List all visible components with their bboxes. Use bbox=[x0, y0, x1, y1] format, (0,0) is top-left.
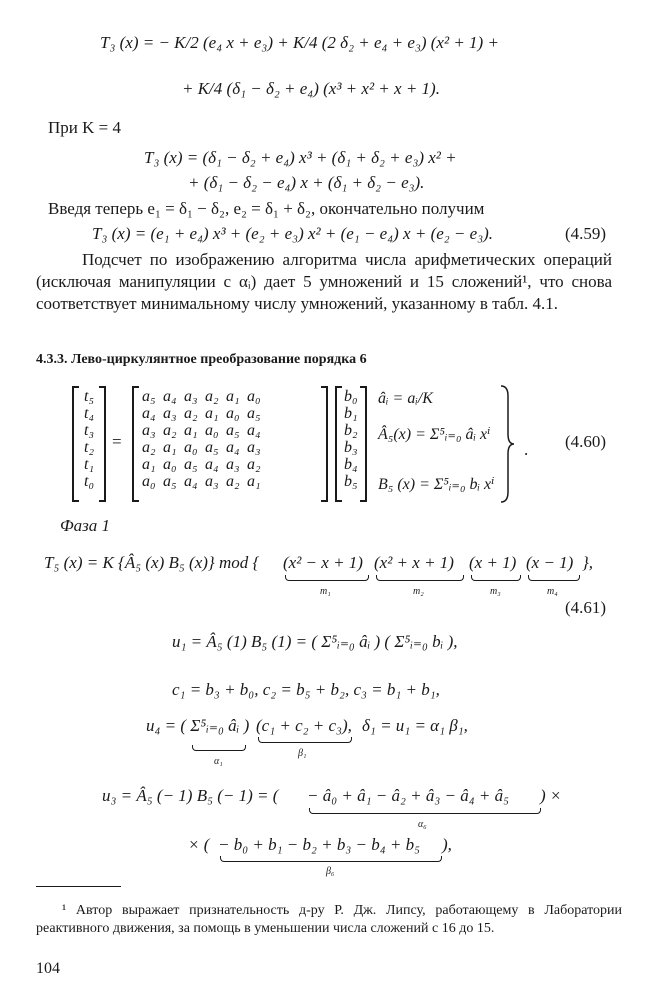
a-matrix-row bbox=[142, 405, 268, 422]
label-m4: m₄ bbox=[547, 586, 558, 597]
eq-u3-cont-rhs: ), bbox=[442, 835, 452, 854]
def-b5: B₅ (x) = Σ⁵ᵢ₌₀ bᵢ xⁱ bbox=[378, 476, 495, 493]
a-matrix-cell: a₁ bbox=[247, 473, 261, 490]
label-beta6: β₆ bbox=[326, 866, 335, 877]
a-matrix-cell: a₃ bbox=[142, 422, 156, 439]
t-vector-entry: t₂ bbox=[84, 439, 95, 456]
period-dot: . bbox=[524, 440, 529, 459]
b-vector-entry: b₀ bbox=[344, 388, 358, 405]
eq-t5-lhs: T₅ (x) = K {Â₅ (x) B₅ (x)} mod { bbox=[44, 553, 260, 572]
b-vector-entry: b₃ bbox=[344, 439, 358, 456]
eq-u4-rhs: δ₁ = u₁ = α₁ β₁, bbox=[362, 716, 468, 735]
eq-t3-k4-line2: + (δ₁ − δ₂ − e₄) x + (δ₁ + δ₂ − e₃). bbox=[188, 173, 425, 192]
a-matrix-cell: a₃ bbox=[205, 473, 219, 490]
eq-t3-line2: + K/4 (δ₁ − δ₂ + e₄) (x³ + x² + x + 1). bbox=[182, 79, 440, 98]
a-matrix-cell: a₅ bbox=[226, 422, 240, 439]
section-heading: 4.3.3. Лево-циркулянтное преобразование порядка 6 bbox=[36, 352, 367, 367]
vvedya-text: Введя теперь e₁ = δ₁ − δ₂, e₂ = δ₁ + δ₂, окончательно получим bbox=[48, 199, 485, 218]
phase-label: Фаза 1 bbox=[60, 516, 111, 535]
b-vector-entry: b₂ bbox=[344, 422, 358, 439]
eq-u4-lhs: u₄ = ( Σ⁵ᵢ₌₀ âᵢ ) bbox=[146, 716, 250, 735]
underbrace-beta6 bbox=[220, 856, 442, 862]
page-number: 104 bbox=[36, 960, 60, 977]
a-matrix-row bbox=[142, 456, 268, 473]
a-matrix-cell: a₁ bbox=[205, 405, 219, 422]
b-vector-entry: b₅ bbox=[344, 473, 358, 490]
a-matrix-cell: a₁ bbox=[142, 456, 156, 473]
underbrace-alpha6 bbox=[309, 808, 541, 814]
a-matrix-cell: a₂ bbox=[163, 422, 177, 439]
a-matrix-cell: a₂ bbox=[247, 456, 261, 473]
t-vector-left-bracket bbox=[72, 386, 79, 502]
pri-k-text: При K = 4 bbox=[48, 118, 121, 137]
eq-u3-lhs: u₃ = Â₅ (− 1) B₅ (− 1) = ( bbox=[102, 786, 279, 805]
label-alpha1: α₁ bbox=[214, 756, 223, 767]
a-matrix-cell: a₅ bbox=[184, 456, 198, 473]
t-vector bbox=[84, 388, 94, 490]
a-matrix-cell: a₀ bbox=[205, 422, 219, 439]
a-matrix-cell: a₅ bbox=[205, 439, 219, 456]
a-matrix-cell: a₃ bbox=[163, 405, 177, 422]
def-a-hat: âᵢ = aᵢ/K bbox=[378, 390, 433, 407]
label-beta1: β₁ bbox=[298, 748, 307, 759]
a-matrix-cell: a₅ bbox=[142, 388, 156, 405]
a-matrix-cell: a₀ bbox=[142, 473, 156, 490]
eq-number-459: (4.59) bbox=[565, 224, 607, 243]
a-matrix-row bbox=[142, 473, 268, 490]
label-alpha6: α₆ bbox=[418, 819, 427, 830]
underbrace-m1 bbox=[285, 575, 369, 581]
a-matrix-cell: a₀ bbox=[247, 388, 261, 405]
right-curly-brace bbox=[498, 384, 516, 504]
eq-u3-cont-lhs: × ( bbox=[188, 835, 210, 854]
a-matrix-right-bracket bbox=[321, 386, 328, 502]
a-matrix-cell: a₂ bbox=[142, 439, 156, 456]
b-vector bbox=[344, 388, 358, 490]
footnote: ¹ Автор выражает признательность д-ру Р. Дж. Липсу, работающему в Лаборатории реактивного движения, за помощь в уменьшении числа сложений с 16 до 15. bbox=[36, 903, 622, 936]
eq-u4-mid: (c₁ + c₂ + c₃), bbox=[256, 716, 352, 735]
t-vector-entry: t₅ bbox=[84, 388, 95, 405]
a-matrix-cell: a₃ bbox=[226, 456, 240, 473]
a-matrix-cell: a₂ bbox=[184, 405, 198, 422]
b-vector-right-bracket bbox=[360, 386, 367, 502]
a-matrix-cell: a₅ bbox=[247, 405, 261, 422]
a-matrix-cell: a₄ bbox=[163, 388, 177, 405]
eq-t5-m2: (x² + x + 1) bbox=[374, 553, 454, 572]
a-matrix-cell: a₃ bbox=[184, 388, 198, 405]
a-matrix-left-bracket bbox=[132, 386, 139, 502]
underbrace-beta1 bbox=[258, 737, 352, 743]
eq-u1: u₁ = Â₅ (1) B₅ (1) = ( Σ⁵ᵢ₌₀ âᵢ ) ( Σ⁵ᵢ₌₀ bᵢ ), bbox=[172, 632, 458, 651]
eq-u3-inner: − â₀ + â₁ − â₂ + â₃ − â₄ + â₅ bbox=[307, 786, 510, 805]
t-vector-entry: t₀ bbox=[84, 473, 95, 490]
b-vector-entry: b₁ bbox=[344, 405, 358, 422]
a-matrix bbox=[142, 388, 268, 490]
eq-u3-rhs: ) × bbox=[540, 786, 562, 805]
def-a5-hat: Â₅(x) = Σ⁵ᵢ₌₀ âᵢ xⁱ bbox=[378, 426, 491, 443]
a-matrix-cell: a₂ bbox=[226, 473, 240, 490]
a-matrix-cell: a₁ bbox=[163, 439, 177, 456]
label-m3: m₃ bbox=[490, 586, 501, 597]
a-matrix-cell: a₂ bbox=[205, 388, 219, 405]
a-matrix-cell: a₄ bbox=[247, 422, 261, 439]
label-m1: m₁ bbox=[320, 586, 331, 597]
a-matrix-cell: a₀ bbox=[226, 405, 240, 422]
t-vector-entry: t₃ bbox=[84, 422, 95, 439]
eq-t5-m3: (x + 1) bbox=[469, 553, 517, 572]
a-matrix-row bbox=[142, 388, 268, 405]
eq-c: c₁ = b₃ + b₀, c₂ = b₅ + b₂, c₃ = b₁ + b₁, bbox=[172, 680, 440, 699]
eq-t5-rhs-end: }, bbox=[582, 553, 594, 572]
eq-t3-final: T₃ (x) = (e₁ + e₄) x³ + (e₂ + e₃) x² + (e₁ − e₄) x + (e₂ − e₃). bbox=[92, 224, 494, 243]
eq-t5-m4: (x − 1) bbox=[526, 553, 574, 572]
equals-sign: = bbox=[112, 432, 122, 451]
label-m2: m₂ bbox=[413, 586, 424, 597]
t-vector-entry: t₄ bbox=[84, 405, 95, 422]
t-vector-right-bracket bbox=[99, 386, 106, 502]
underbrace-alpha1 bbox=[192, 745, 246, 751]
a-matrix-cell: a₀ bbox=[184, 439, 198, 456]
a-matrix-row bbox=[142, 439, 268, 456]
a-matrix-cell: a₅ bbox=[163, 473, 177, 490]
footnote-rule bbox=[36, 886, 121, 887]
t-vector-entry: t₁ bbox=[84, 456, 95, 473]
a-matrix-cell: a₀ bbox=[163, 456, 177, 473]
eq-u3-cont-inner: − b₀ + b₁ − b₂ + b₃ − b₄ + b₅ bbox=[218, 835, 421, 854]
a-matrix-cell: a₁ bbox=[226, 388, 240, 405]
a-matrix-row bbox=[142, 422, 268, 439]
b-vector-entry: b₄ bbox=[344, 456, 358, 473]
eq-number-461: (4.61) bbox=[565, 598, 607, 617]
a-matrix-cell: a₄ bbox=[142, 405, 156, 422]
a-matrix-cell: a₄ bbox=[184, 473, 198, 490]
body-paragraph: Подсчет по изображению алгоритма числа арифметических операций (исключая манипуляции с αᵢ) дает 5 умножений и 15 сложений¹, что снова соответствует минимальному числу умножений, указанному в табл. 4.1. bbox=[36, 250, 612, 313]
eq-t3-line1: T₃ (x) = − K/2 (e₄ x + e₃) + K/4 (2 δ₂ + e₄ + e₃) (x² + 1) + bbox=[100, 33, 499, 52]
a-matrix-cell: a₃ bbox=[247, 439, 261, 456]
eq-t3-k4-line1: T₃ (x) = (δ₁ − δ₂ + e₄) x³ + (δ₁ + δ₂ + e₃) x² + bbox=[144, 148, 457, 167]
underbrace-m4 bbox=[528, 575, 580, 581]
a-matrix-cell: a₄ bbox=[205, 456, 219, 473]
underbrace-m2 bbox=[376, 575, 464, 581]
underbrace-m3 bbox=[471, 575, 521, 581]
a-matrix-cell: a₄ bbox=[226, 439, 240, 456]
eq-t5-m1: (x² − x + 1) bbox=[283, 553, 363, 572]
eq-number-460: (4.60) bbox=[565, 432, 607, 451]
a-matrix-cell: a₁ bbox=[184, 422, 198, 439]
b-vector-left-bracket bbox=[335, 386, 342, 502]
